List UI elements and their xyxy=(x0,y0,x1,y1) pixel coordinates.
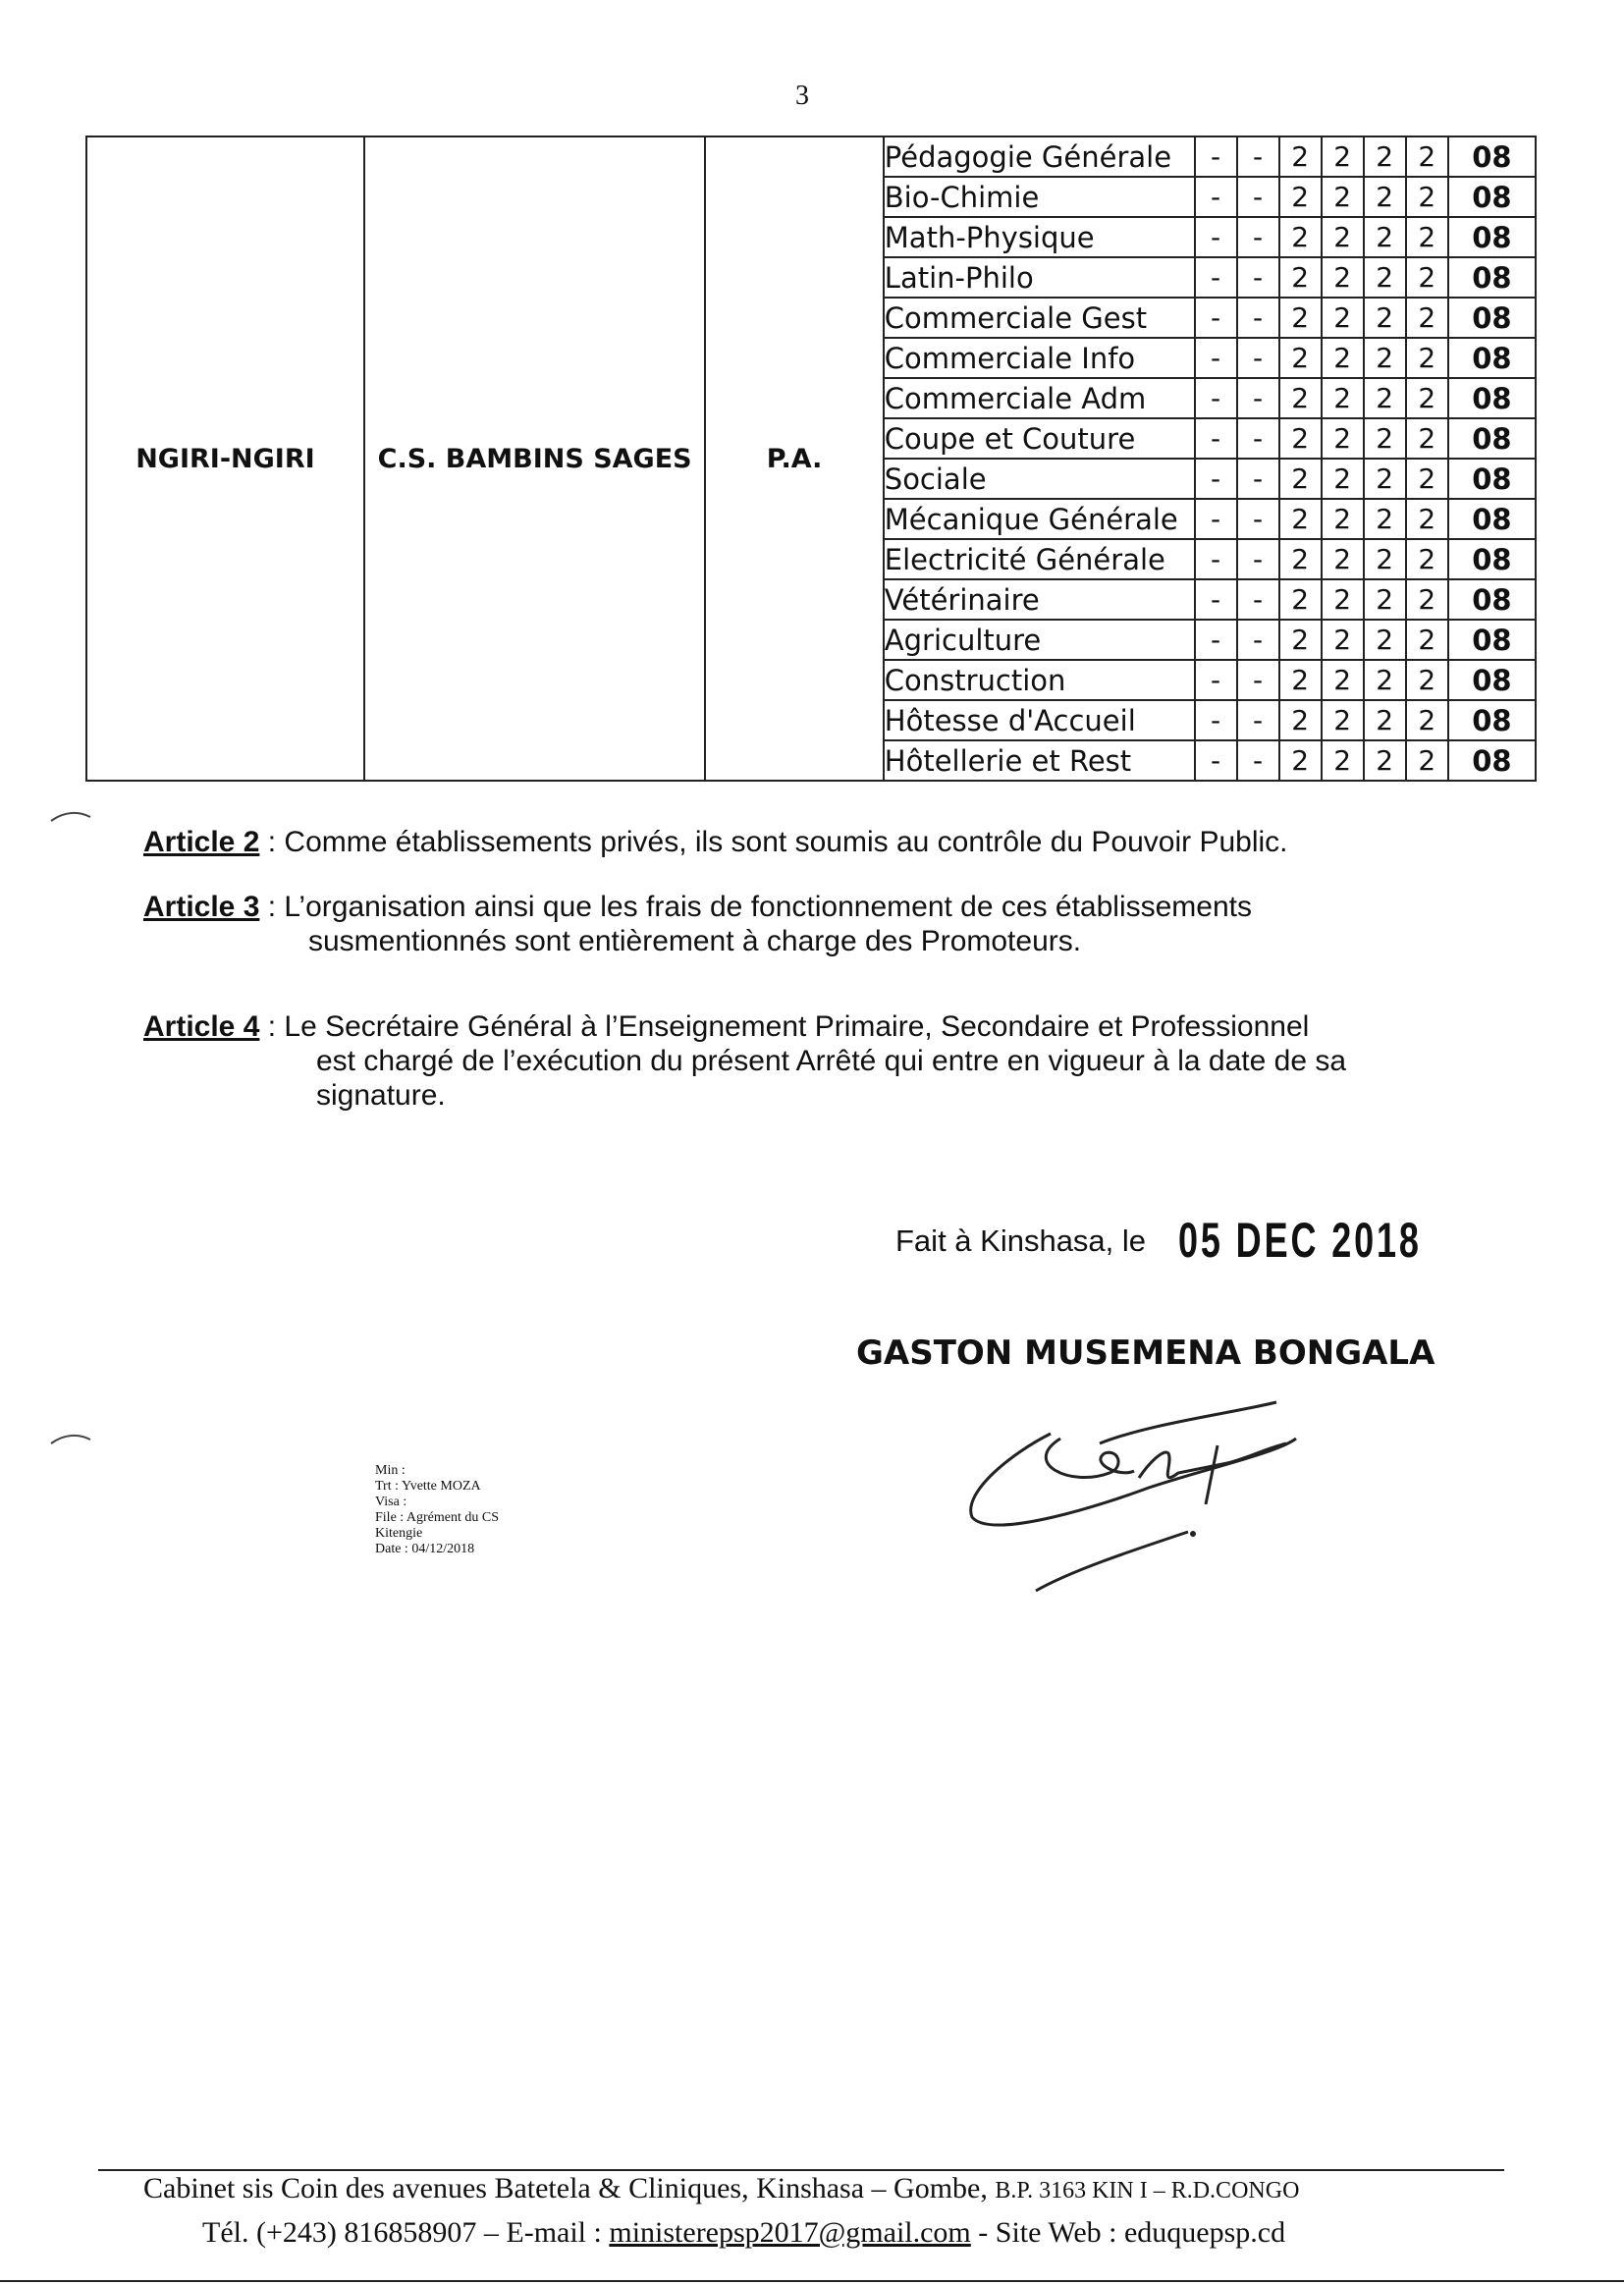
option-cell: Latin-Philo xyxy=(884,257,1195,298)
class-count-cell: 2 xyxy=(1279,378,1322,418)
memo-line: Date : 04/12/2018 xyxy=(375,1542,475,1556)
class-count-cell: - xyxy=(1195,700,1237,740)
article-3-separator: : xyxy=(259,891,285,923)
class-count-cell: 2 xyxy=(1322,620,1364,660)
date-stamp: 05 DEC 2018 xyxy=(1178,1213,1422,1268)
class-count-cell: 2 xyxy=(1406,660,1448,700)
class-count-cell: 2 xyxy=(1364,298,1406,338)
total-cell: 08 xyxy=(1448,338,1536,378)
class-count-cell: 2 xyxy=(1406,177,1448,217)
bottom-edge-line xyxy=(0,2280,1624,2282)
class-count-cell: 2 xyxy=(1279,579,1322,620)
article-3-line-1: L’organisation ainsi que les frais de fonctionnement de ces établissements xyxy=(284,891,1252,923)
internal-memo xyxy=(375,1463,499,1557)
class-count-cell: - xyxy=(1237,217,1279,257)
option-cell: Commerciale Adm xyxy=(884,378,1195,418)
class-count-cell: 2 xyxy=(1322,459,1364,499)
class-count-cell: 2 xyxy=(1406,539,1448,579)
class-count-cell: - xyxy=(1237,257,1279,298)
option-cell: Hôtesse d'Accueil xyxy=(884,700,1195,740)
class-count-cell: 2 xyxy=(1364,418,1406,459)
class-count-cell: - xyxy=(1237,378,1279,418)
total-cell: 08 xyxy=(1448,217,1536,257)
class-count-cell: 2 xyxy=(1322,338,1364,378)
class-count-cell: 2 xyxy=(1322,177,1364,217)
class-count-cell: 2 xyxy=(1364,136,1406,177)
footer-address xyxy=(143,2172,1299,2205)
class-count-cell: 2 xyxy=(1364,459,1406,499)
article-4-line-3: signature. xyxy=(316,1079,446,1112)
article-3-label: Article 3 xyxy=(143,891,260,923)
class-count-cell: 2 xyxy=(1364,700,1406,740)
article-4-separator: : xyxy=(259,1010,285,1043)
class-count-cell: - xyxy=(1195,217,1237,257)
article-2 xyxy=(143,825,1288,859)
class-count-cell: - xyxy=(1195,499,1237,539)
class-count-cell: 2 xyxy=(1279,257,1322,298)
total-cell: 08 xyxy=(1448,660,1536,700)
scan-mark xyxy=(47,807,96,827)
class-count-cell: 2 xyxy=(1406,298,1448,338)
footer-email-link[interactable]: ministerepsp2017@gmail.com xyxy=(609,2216,971,2249)
class-count-cell: 2 xyxy=(1279,660,1322,700)
class-count-cell: 2 xyxy=(1406,579,1448,620)
class-count-cell: 2 xyxy=(1322,217,1364,257)
scan-mark xyxy=(47,1430,96,1449)
class-count-cell: 2 xyxy=(1279,740,1322,781)
school-name-cell: C.S. BAMBINS SAGES xyxy=(364,136,705,781)
class-count-cell: 2 xyxy=(1406,620,1448,660)
commune-cell: NGIRI-NGIRI xyxy=(86,136,364,781)
class-count-cell: - xyxy=(1237,338,1279,378)
class-count-cell: 2 xyxy=(1322,700,1364,740)
total-cell: 08 xyxy=(1448,136,1536,177)
class-count-cell: 2 xyxy=(1322,136,1364,177)
option-cell: Construction xyxy=(884,660,1195,700)
class-count-cell: 2 xyxy=(1406,700,1448,740)
memo-line: File : Agrément du CS xyxy=(375,1510,499,1525)
footer-postal-box: B.P. 3163 KIN I – R.D.CONGO xyxy=(995,2178,1300,2203)
option-cell: Mécanique Générale xyxy=(884,499,1195,539)
class-count-cell: 2 xyxy=(1364,740,1406,781)
total-cell: 08 xyxy=(1448,459,1536,499)
article-4-line-2: est chargé de l’exécution du présent Arrêté qui entre en vigueur à la date de sa xyxy=(316,1045,1347,1077)
class-count-cell: - xyxy=(1195,298,1237,338)
total-cell: 08 xyxy=(1448,298,1536,338)
article-2-label: Article 2 xyxy=(143,826,260,858)
signatory-name: GASTON MUSEMENA BONGALA xyxy=(856,1333,1435,1373)
class-count-cell: - xyxy=(1237,660,1279,700)
class-count-cell: - xyxy=(1237,740,1279,781)
class-count-cell: 2 xyxy=(1364,660,1406,700)
class-count-cell: 2 xyxy=(1279,459,1322,499)
class-count-cell: 2 xyxy=(1322,499,1364,539)
total-cell: 08 xyxy=(1448,539,1536,579)
class-count-cell: 2 xyxy=(1364,217,1406,257)
article-2-separator: : xyxy=(259,826,285,858)
article-4 xyxy=(143,1009,1309,1044)
page-number: 3 xyxy=(795,81,809,111)
class-count-cell: 2 xyxy=(1322,298,1364,338)
class-count-cell: 2 xyxy=(1279,499,1322,539)
schools-table xyxy=(85,136,1537,782)
class-count-cell: 2 xyxy=(1364,378,1406,418)
class-count-cell: - xyxy=(1237,499,1279,539)
class-count-cell: - xyxy=(1195,539,1237,579)
class-count-cell: 2 xyxy=(1279,539,1322,579)
class-count-cell: - xyxy=(1195,338,1237,378)
class-count-cell: - xyxy=(1237,579,1279,620)
class-count-cell: - xyxy=(1237,177,1279,217)
handwritten-signature xyxy=(952,1394,1306,1610)
class-count-cell: - xyxy=(1237,620,1279,660)
class-count-cell: 2 xyxy=(1322,418,1364,459)
memo-line: Kitengie xyxy=(375,1526,423,1541)
class-count-cell: - xyxy=(1195,177,1237,217)
class-count-cell: 2 xyxy=(1279,700,1322,740)
option-cell: Pédagogie Générale xyxy=(884,136,1195,177)
total-cell: 08 xyxy=(1448,700,1536,740)
class-count-cell: 2 xyxy=(1406,740,1448,781)
class-count-cell: - xyxy=(1237,136,1279,177)
class-count-cell: 2 xyxy=(1364,499,1406,539)
class-count-cell: 2 xyxy=(1322,539,1364,579)
class-count-cell: 2 xyxy=(1364,177,1406,217)
class-count-cell: - xyxy=(1237,700,1279,740)
class-count-cell: - xyxy=(1195,579,1237,620)
class-count-cell: 2 xyxy=(1279,217,1322,257)
option-cell: Commerciale Gest xyxy=(884,298,1195,338)
footer-divider xyxy=(98,2169,1504,2171)
footer-phone: Tél. (+243) 816858907 – E-mail : xyxy=(202,2216,610,2249)
footer-address-main: Cabinet sis Coin des avenues Batetela & Cliniques, Kinshasa – Gombe, xyxy=(143,2172,996,2204)
total-cell: 08 xyxy=(1448,620,1536,660)
class-count-cell: 2 xyxy=(1322,257,1364,298)
total-cell: 08 xyxy=(1448,177,1536,217)
class-count-cell: - xyxy=(1195,660,1237,700)
class-count-cell: - xyxy=(1237,298,1279,338)
class-count-cell: 2 xyxy=(1322,740,1364,781)
article-4-label: Article 4 xyxy=(143,1010,260,1043)
class-count-cell: 2 xyxy=(1364,620,1406,660)
class-count-cell: 2 xyxy=(1322,660,1364,700)
class-count-cell: - xyxy=(1195,257,1237,298)
option-cell: Bio-Chimie xyxy=(884,177,1195,217)
article-3 xyxy=(143,890,1252,924)
total-cell: 08 xyxy=(1448,378,1536,418)
article-2-text: Comme établissements privés, ils sont soumis au contrôle du Pouvoir Public. xyxy=(284,826,1288,858)
class-count-cell: 2 xyxy=(1406,459,1448,499)
class-count-cell: 2 xyxy=(1279,177,1322,217)
class-count-cell: 2 xyxy=(1406,338,1448,378)
article-4-line-1: Le Secrétaire Général à l’Enseignement Primaire, Secondaire et Professionnel xyxy=(284,1010,1310,1043)
class-count-cell: - xyxy=(1237,539,1279,579)
class-count-cell: 2 xyxy=(1406,257,1448,298)
footer-website: - Site Web : eduquepsp.cd xyxy=(970,2216,1286,2249)
memo-line: Min : xyxy=(375,1463,406,1478)
class-count-cell: - xyxy=(1195,459,1237,499)
total-cell: 08 xyxy=(1448,740,1536,781)
class-count-cell: 2 xyxy=(1279,136,1322,177)
class-count-cell: 2 xyxy=(1406,499,1448,539)
memo-line: Visa : xyxy=(375,1495,407,1509)
class-count-cell: 2 xyxy=(1279,298,1322,338)
class-count-cell: 2 xyxy=(1279,338,1322,378)
total-cell: 08 xyxy=(1448,418,1536,459)
class-count-cell: 2 xyxy=(1406,418,1448,459)
option-cell: Commerciale Info xyxy=(884,338,1195,378)
class-count-cell: - xyxy=(1195,378,1237,418)
total-cell: 08 xyxy=(1448,579,1536,620)
table-row xyxy=(86,136,1536,177)
option-cell: Math-Physique xyxy=(884,217,1195,257)
class-count-cell: 2 xyxy=(1406,136,1448,177)
class-count-cell: 2 xyxy=(1364,257,1406,298)
class-count-cell: 2 xyxy=(1364,539,1406,579)
place-date-text: Fait à Kinshasa, le xyxy=(895,1224,1147,1258)
option-cell: Electricité Générale xyxy=(884,539,1195,579)
class-count-cell: - xyxy=(1237,459,1279,499)
footer-contact xyxy=(202,2216,1285,2250)
class-count-cell: 2 xyxy=(1406,378,1448,418)
option-cell: Agriculture xyxy=(884,620,1195,660)
option-cell: Vétérinaire xyxy=(884,579,1195,620)
option-cell: Hôtellerie et Rest xyxy=(884,740,1195,781)
option-cell: Sociale xyxy=(884,459,1195,499)
article-3-line-2: susmentionnés sont entièrement à charge des Promoteurs. xyxy=(308,925,1082,957)
class-count-cell: - xyxy=(1195,620,1237,660)
class-count-cell: - xyxy=(1195,740,1237,781)
province-cell: P.A. xyxy=(705,136,883,781)
option-cell: Coupe et Couture xyxy=(884,418,1195,459)
class-count-cell: 2 xyxy=(1279,418,1322,459)
class-count-cell: - xyxy=(1237,418,1279,459)
class-count-cell: - xyxy=(1195,136,1237,177)
class-count-cell: 2 xyxy=(1364,338,1406,378)
total-cell: 08 xyxy=(1448,499,1536,539)
class-count-cell: 2 xyxy=(1322,579,1364,620)
class-count-cell: 2 xyxy=(1406,217,1448,257)
total-cell: 08 xyxy=(1448,257,1536,298)
class-count-cell: 2 xyxy=(1322,378,1364,418)
class-count-cell: - xyxy=(1195,418,1237,459)
class-count-cell: 2 xyxy=(1279,620,1322,660)
memo-line: Trt : Yvette MOZA xyxy=(375,1479,481,1494)
class-count-cell: 2 xyxy=(1364,579,1406,620)
